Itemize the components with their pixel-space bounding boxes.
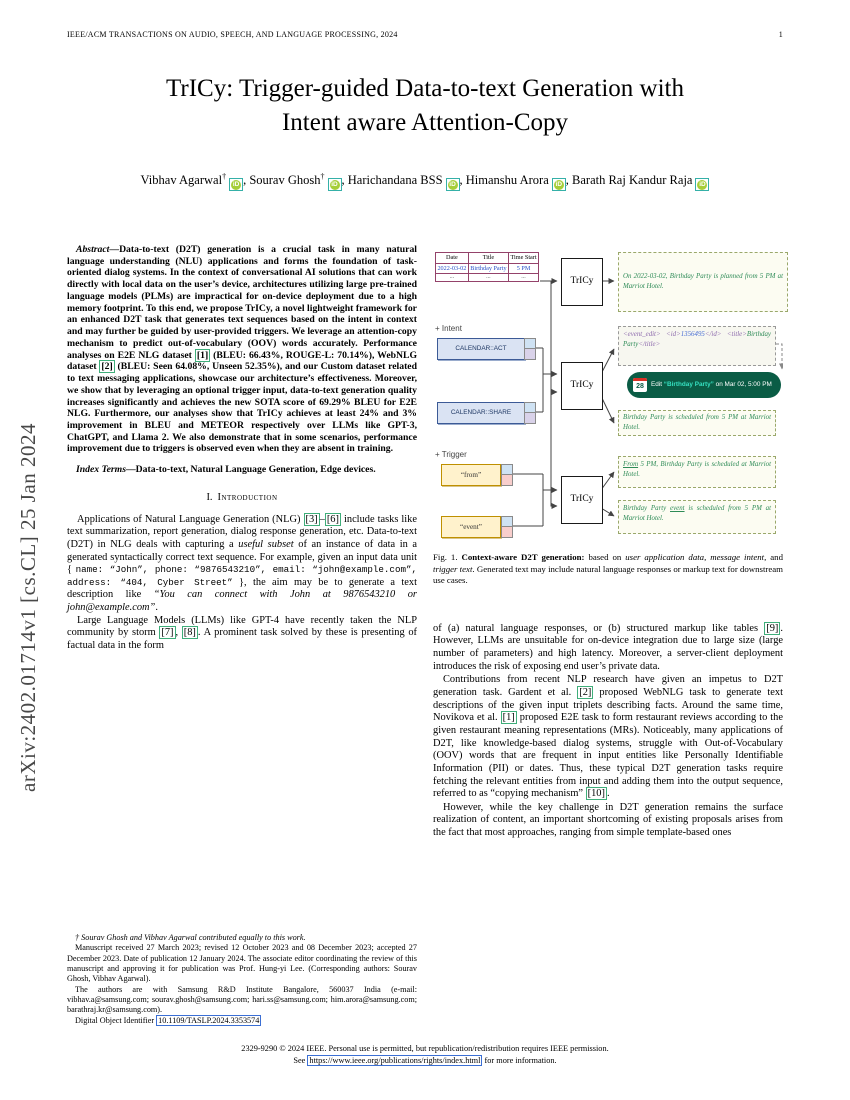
- markup-tag: </id> <title>: [704, 331, 747, 338]
- doi-label: Digital Object Identifier: [75, 1015, 157, 1025]
- generated-markup-text: [618, 326, 776, 366]
- author-separator: ,: [341, 173, 348, 188]
- arxiv-sidebar-label: arXiv:2402.01714v1 [cs.CL] 25 Jan 2024: [16, 423, 40, 792]
- tricy-model-box-2: TrICy: [561, 362, 603, 410]
- calendar-day: 28: [636, 383, 644, 390]
- citation-1[interactable]: [1]: [502, 712, 515, 724]
- notification-event-name: “Birthday Party”: [663, 381, 714, 389]
- author-name: Barath Raj Kandur Raja: [572, 173, 693, 188]
- author-name: Sourav Ghosh: [249, 173, 321, 188]
- calendar-icon: [633, 378, 647, 392]
- markup-tag: <event_edit> <id>: [623, 331, 681, 338]
- markup-tag: </title>: [638, 340, 661, 348]
- paper-title-line2: Intent aware Attention-Copy: [281, 108, 569, 136]
- index-terms: [67, 464, 417, 476]
- journal-name: IEEE/ACM TRANSACTIONS ON AUDIO, SPEECH, AND LANGUAGE PROCESSING, 2024: [67, 30, 398, 39]
- footnote-equal-contribution: † Sourav Ghosh and Vibhav Agarwal contributed equally to this work.: [75, 933, 306, 943]
- table-cell-title: Birthday Party: [468, 263, 508, 274]
- table-header-title: Title: [468, 253, 508, 264]
- abstract-text: (BLEU: Seen 64.08%, Unseen 52.35%), and our Custom dataset related to text messaging applications, showcase our architecture’s effectiveness. Moreover, we show that by leveraging an optional trigger input, data-to-text generation quality increases significantly and achieves the new SOTA score of 69.29% BLEU for E2E NLG. Furthermore, our analyses show that TrICy achieves at least 24% and 3% improvement in BLEU and METEOR respectively over LLMs like GPT-3, ChatGPT, and Llama 2. We also demonstrate that in some scenarios, performance improvement due to triggers is observed even when they are absent in training.: [67, 361, 417, 455]
- author-5: [572, 173, 709, 187]
- abstract-text: —Data-to-text (D2T) generation is a crucial task in many natural language understanding (NLU) applications and forms the foundation of task-oriented dialog systems. In the context of conversational AI solutions that can work directly with local data on the user’s device, architectures utilizing large pre-trained language models (PLMs) are impractical for on-device deployment due to a high memory footprint. To this end, we propose TrICy, a novel lightweight framework for an enhanced D2T task that generates text sequences based on the intent in context and may further be guided by user-provided triggers. We leverage an attention-copy mechanism to predict out-of-vocabulary (OOV) words accurately. Performance analyses on E2E NLG dataset: [67, 244, 417, 361]
- paper-title: [75, 72, 775, 140]
- quoted-example: “You can connect with John at 9876543210 or john@example.com”: [67, 589, 417, 614]
- generated-text: is scheduled from 5 PM at Marriot Hotel.: [623, 505, 771, 522]
- caption-text: , and: [764, 552, 783, 562]
- body-text: of an instance of data in a generated syntactically correct text sequence. For example, given an input data unit {: [67, 538, 417, 576]
- section-title: Introduction: [217, 492, 278, 503]
- caption-bold: Context-aware D2T generation:: [457, 552, 585, 562]
- author-line: [40, 172, 810, 191]
- trigger-from: “from”: [441, 464, 501, 486]
- author-1: [141, 173, 250, 187]
- abstract-text: (BLEU: 66.43%, ROUGE-L: 70.14%), WebNLG dataset: [67, 349, 417, 373]
- generated-text-4: [618, 500, 776, 534]
- table-header-date: Date: [436, 253, 469, 264]
- figure-1-caption: [433, 552, 783, 587]
- intent-group-label: + Intent: [435, 324, 462, 333]
- body-text: proposed E2E task to form restaurant reviews according to the given restaurant meaning representations (MRs). Noticeably, many applications of D2T, like knowledge-based dialog systems, struggle with Out-of-Vocabulary (OOV) words that are frequent in input entities like Personally Identifiable Information (PII) or dates. Thus, these typical D2T generation tasks require fetching the relevant entities from input and adding them into the output sequence, referred to as “copying mechanism”: [433, 712, 783, 800]
- author-separator: ,: [459, 173, 466, 188]
- right-paragraph-2: [433, 674, 783, 800]
- doi-link[interactable]: 10.1109/TASLP.2024.3353574: [158, 1015, 260, 1025]
- citation-10[interactable]: [10]: [587, 788, 605, 800]
- embedding-cell: [524, 348, 536, 360]
- orcid-icon[interactable]: iD: [555, 181, 563, 189]
- body-text: Large Language Models (LLMs) like GPT-4 have recently taken the NLP community by storm: [67, 614, 417, 639]
- caption-text: ,: [704, 552, 711, 562]
- orcid-link[interactable]: [446, 178, 460, 191]
- orcid-icon[interactable]: iD: [699, 181, 706, 189]
- body-text: .: [606, 788, 610, 800]
- table-cell-date: 2022-03-02: [436, 263, 469, 274]
- author-name: Himanshu Arora: [465, 173, 549, 188]
- body-text: –: [319, 513, 325, 525]
- citation-6[interactable]: [6]: [326, 513, 339, 525]
- author-2: [249, 173, 347, 187]
- citation-3[interactable]: [3]: [305, 513, 318, 525]
- body-text: . A prominent task solved by these is presenting of factual data in the form: [67, 627, 417, 652]
- author-3: [348, 173, 466, 187]
- running-head: [67, 30, 783, 39]
- caption-emphasis: user application data: [625, 552, 705, 562]
- left-column: [67, 240, 417, 1028]
- paper-title-line1: TrICy: Trigger-guided Data-to-text Generation with: [166, 75, 684, 102]
- generated-text: 5 PM, Birthday Party is scheduled at Marriot Hotel.: [623, 461, 771, 478]
- citation-7[interactable]: [7]: [161, 627, 174, 639]
- intent-calendar-act: CALENDAR::ACT: [437, 338, 525, 360]
- footnote-block: [67, 933, 417, 1026]
- orcid-icon[interactable]: iD: [232, 181, 240, 189]
- copyright-line: 2329-9290 © 2024 IEEE. Personal use is permitted, but republication/redistribution requires IEEE permission.: [241, 1044, 609, 1053]
- code-text: name: “John”, phone: “9876543210”, email: “john@example.com”, address: “404, Cyber Street”: [67, 564, 417, 588]
- embedding-cell: [524, 412, 536, 424]
- author-name: Harichandana BSS: [347, 173, 443, 188]
- body-text: Contributions from recent NLP research have given an impetus to D2T generation task. Gardent et al.: [433, 674, 783, 699]
- orcid-link[interactable]: [328, 178, 342, 191]
- notification-text: [651, 381, 772, 389]
- figure-1: [433, 244, 783, 542]
- footnote-doi: [67, 1016, 417, 1026]
- caption-emphasis: message intent: [710, 552, 765, 562]
- abstract: [67, 244, 417, 455]
- dagger-mark: †: [222, 172, 227, 181]
- intro-paragraph-1: [67, 514, 417, 615]
- orcid-link[interactable]: [229, 178, 243, 191]
- calendar-icon-header: [633, 378, 647, 381]
- emphasis-text: useful subset: [238, 538, 294, 550]
- intent-calendar-share: CALENDAR::SHARE: [437, 402, 525, 424]
- embedding-cell: [501, 526, 513, 538]
- trigger-group-label: + Trigger: [435, 450, 467, 459]
- body-text: proposed WebNLG task to generate text descriptions of the given input triplets describing facts. Around the same time, Novikova et al.: [433, 687, 783, 724]
- body-text: include tasks like text summarization, report generation, dialog response generation, etc. Data-to-text (D2T) in NLG deals with capturing a: [67, 513, 417, 550]
- index-terms-text: —Data-to-text, Natural Language Generation, Edge devices.: [125, 464, 376, 476]
- app-data-table: [435, 252, 539, 282]
- page-number: 1: [778, 30, 783, 39]
- copyright-footer: [0, 1043, 850, 1067]
- body-text: . However, LLMs are unsuitable for on-device integration due to large size (large number of parameters) and high latency. Moreover, a server-client deployment introduces the risk of exposing end user’s private data.: [433, 622, 783, 672]
- caption-emphasis: trigger text: [433, 563, 473, 574]
- citation-1[interactable]: [1]: [196, 349, 209, 361]
- table-ellipsis: ...: [468, 274, 508, 282]
- dagger-mark: †: [320, 172, 325, 181]
- section-heading-introduction: [67, 492, 417, 505]
- footnote-affiliation: The authors are with Samsung R&D Institute Bangalore, 560037 India (e-mail: vibhav.a@samsung.com; sourav.ghosh@samsung.com; hari.ss@samsung.com; him.arora@samsung.com; barathraj.kr@samsung.com).: [67, 984, 417, 1015]
- trigger-event: “event”: [441, 516, 501, 538]
- generated-text-1: On 2022-03-02, Birthday Party is planned from 5 PM at Marriot Hotel.: [618, 252, 788, 312]
- citation-9[interactable]: [9]: [766, 622, 779, 634]
- footer-text: for more information.: [482, 1056, 557, 1066]
- generated-text-2: Birthday Party is scheduled from 5 PM at Marriot Hotel.: [618, 410, 776, 436]
- table-ellipsis: ...: [509, 274, 539, 282]
- notification-text-pre: Edit: [651, 381, 664, 389]
- footnote-manuscript: Manuscript received 27 March 2023; revised 12 October 2023 and 08 December 2023; accepted 27 December 2023. Date of publication 12 January 2024. The associate editor coordinating the review of this manuscript and approving it for publication was Prof. Hung-yi Lee. (Corresponding authors: Sourav Ghosh, Vibhav Agarwal).: [67, 943, 417, 984]
- tricy-model-box-3: TrICy: [561, 476, 603, 524]
- body-text: ,: [175, 627, 182, 639]
- abstract-lead: Abstract: [76, 244, 110, 255]
- author-4: [466, 173, 572, 187]
- markup-title-value: Birthday Party: [623, 331, 771, 348]
- footer-text: See: [293, 1056, 308, 1066]
- author-name: Vibhav Agarwal: [140, 173, 223, 188]
- body-text: of (a) natural language responses, or (b) structured markup like tables: [433, 622, 765, 634]
- trigger-word: event: [670, 505, 685, 512]
- body-text: }, the aim may be to generate a text description like: [67, 576, 417, 601]
- body-text: .: [155, 602, 158, 614]
- section-number: I.: [206, 492, 213, 503]
- orcid-link[interactable]: [695, 178, 709, 191]
- trigger-word: From: [623, 461, 639, 468]
- citation-2[interactable]: [2]: [101, 361, 113, 373]
- index-terms-lead: Index Terms: [76, 464, 126, 476]
- citation-2[interactable]: [2]: [579, 687, 592, 699]
- intro-paragraph-2: [67, 615, 417, 653]
- body-text: Applications of Natural Language Generation (NLG): [77, 513, 304, 525]
- caption-text: . Generated text may include natural language responses or markup text for downstream use cases.: [433, 563, 783, 586]
- table-header-time: Time Start: [509, 253, 539, 264]
- right-paragraph-1: [433, 623, 783, 674]
- generated-text: Birthday Party: [623, 505, 671, 512]
- ieee-rights-link[interactable]: https://www.ieee.org/publications/rights/index.html: [309, 1056, 481, 1066]
- figure-label: Fig. 1.: [433, 552, 458, 562]
- calendar-notification-chip: [627, 372, 781, 398]
- generated-text-3: [618, 456, 776, 488]
- caption-text: based on: [584, 552, 626, 562]
- orcid-icon[interactable]: iD: [331, 181, 338, 189]
- author-separator: ,: [565, 173, 573, 188]
- embedding-cell: [501, 474, 513, 486]
- markup-id-value: 1356495: [680, 331, 705, 338]
- notification-text-post: on Mar 02, 5:00 PM: [713, 381, 772, 389]
- right-paragraph-3: However, while the key challenge in D2T generation remains the surface realization of content, an important shortcoming of existing proposals arises from the fact that most approaches, ranging from simple template-based ones: [433, 801, 783, 839]
- orcid-link[interactable]: [552, 178, 566, 191]
- orcid-icon[interactable]: iD: [449, 181, 456, 189]
- permissions-line: [0, 1055, 850, 1067]
- tricy-model-box-1: TrICy: [561, 258, 603, 306]
- author-separator: ,: [243, 173, 250, 188]
- citation-8[interactable]: [8]: [183, 627, 196, 639]
- table-cell-time: 5 PM: [509, 263, 539, 274]
- right-column: [433, 240, 783, 1028]
- table-ellipsis: ...: [436, 274, 469, 282]
